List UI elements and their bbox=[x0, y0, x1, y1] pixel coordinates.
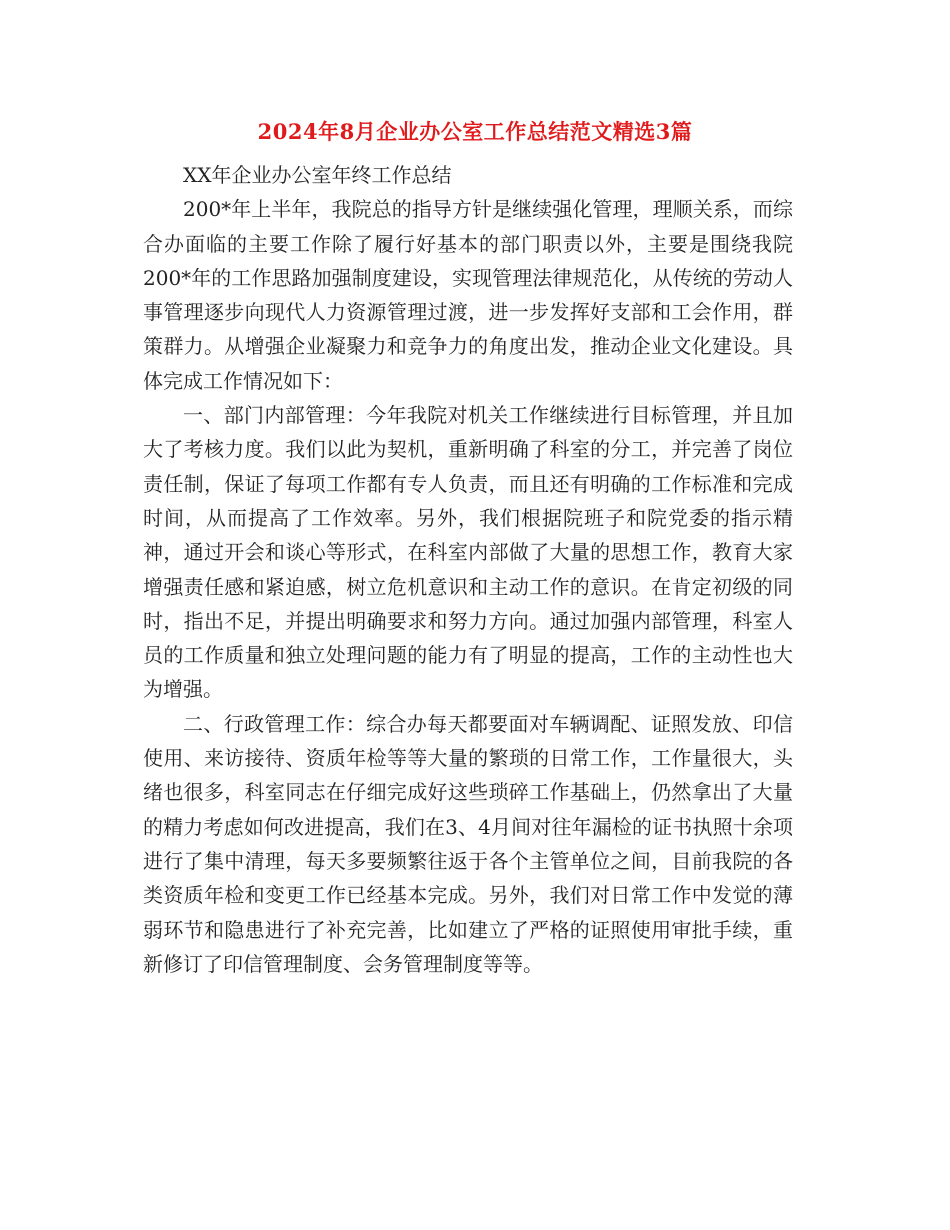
subtitle-paragraph: XX年企业办公室年终工作总结 bbox=[183, 163, 452, 187]
intro-paragraph: 200*年上半年，我院总的指导方针是继续强化管理，理顺关系，而综合办面临的主要工作除了履行好基本的部门职责以外，主要是围绕我院200*年的工作思路加强制度建设，实现管理法律规范化，从传统的劳动人事管理逐步向现代人力资源管理过渡，进一步发挥好支部和工会作用，群策群力。从增强企业凝聚力和竞争力的角度出发，推动企业文化建设。具体完成工作情况如下： bbox=[143, 197, 793, 393]
document-title: 2024年8月企业办公室工作总结范文精选3篇 bbox=[257, 119, 693, 144]
section-two-paragraph: 二、行政管理工作：综合办每天都要面对车辆调配、证照发放、印信使用、来访接待、资质年检等等大量的繁琐的日常工作，工作量很大，头绪也很多，科室同志在仔细完成好这些琐碎工作基础上，仍然拿出了大量的精力考虑如何改进提高，我们在3、4月间对往年漏检的证书执照十余项进行了集中清理，每天多要频繁往返于各个主管单位之间，目前我院的各类资质年检和变更工作已经基本完成。另外，我们对日常工作中发觉的薄弱环节和隐患进行了补充完善，比如建立了严格的证照使用审批手续，重新修订了印信管理制度、会务管理制度等等。 bbox=[143, 711, 793, 976]
document-body bbox=[143, 158, 793, 981]
section-one-paragraph: 一、部门内部管理：今年我院对机关工作继续进行目标管理，并且加大了考核力度。我们以此为契机，重新明确了科室的分工，并完善了岗位责任制，保证了每项工作都有专人负责，而且还有明确的工作标准和完成时间，从而提高了工作效率。另外，我们根据院班子和院党委的指示精神，通过开会和谈心等形式，在科室内部做了大量的思想工作，教育大家增强责任感和紧迫感，树立危机意识和主动工作的意识。在肯定初级的同时，指出不足，并提出明确要求和努力方向。通过加强内部管理，科室人员的工作质量和独立处理问题的能力有了明显的提高，工作的主动性也大为增强。 bbox=[143, 403, 793, 702]
